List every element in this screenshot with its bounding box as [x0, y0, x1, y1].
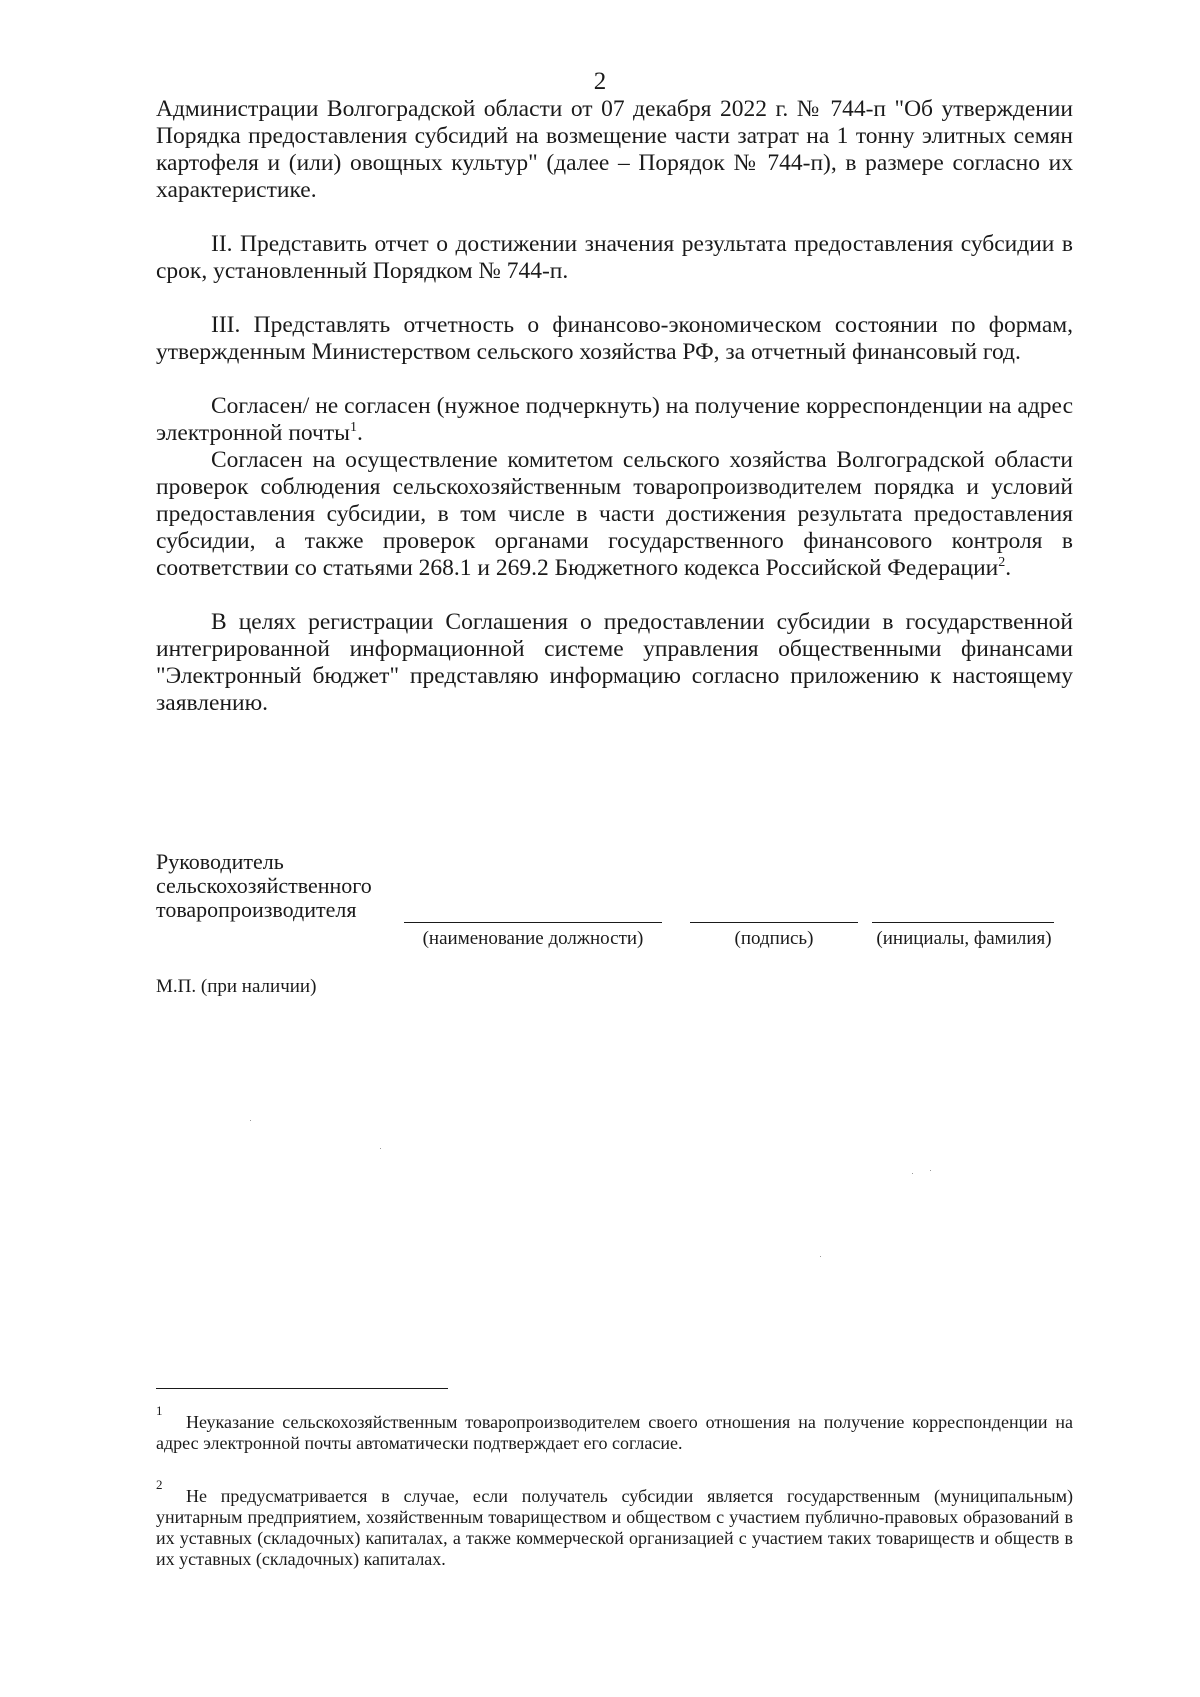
stamp-place: М.П. (при наличии) [156, 976, 317, 997]
signatory-line-3: товаропроизводителя [156, 897, 357, 922]
paragraph-5-end: . [1005, 555, 1012, 581]
scan-speck [930, 1170, 931, 1171]
position-caption: (наименование должности) [422, 928, 644, 949]
footnote-ref-2: 2 [998, 555, 1006, 570]
paragraph-4-text: Согласен/ не согласен (нужное подчеркнуть) на получение корреспонденции на адрес электронной почты [156, 393, 1073, 446]
scan-speck [380, 1148, 381, 1149]
position-line [404, 922, 662, 923]
signatory-line-2: сельскохозяйственного [156, 873, 372, 898]
footnote-ref-1: 1 [349, 420, 357, 435]
paragraph-5 [156, 447, 1073, 582]
paragraph-1: Администрации Волгоградской области от 07 декабря 2022 г. № 744-п "Об утверждении Порядка предоставления субсидий на возмещение части затрат на 1 тонну элитных семян картофеля и (или) овощных культур" (далее – Порядок № 744-п), в размере согласно их характеристике. [156, 96, 1073, 203]
scan-speck [250, 1120, 251, 1121]
footnote-2-text: Не предусматривается в случае, если получатель субсидии является государственным (муниципальным) унитарным предприятием, хозяйственным товариществом и обществом с участием публично-правовых образований в их уставных (складочных) капиталах, а также коммерческой организацией с участием таких товариществ и обществ в их уставных (складочных) капиталах. [156, 1486, 1073, 1569]
footnote-1-text: Неуказание сельскохозяйственным товаропроизводителем своего отношения на получение корреспонденции на адрес электронной почты автоматически подтверждает его согласие. [156, 1412, 1073, 1453]
signature-fields [0, 922, 1200, 962]
footnote-2 [156, 1478, 1073, 1570]
page-number: 2 [593, 68, 607, 95]
signatory-title [156, 850, 372, 922]
paragraph-2: II. Представить отчет о достижении значения результата предоставления субсидии в срок, установленный Порядком № 744-п. [156, 231, 1073, 284]
paragraph-5-text: Согласен на осуществление комитетом сельского хозяйства Волгоградской области проверок соблюдения сельскохозяйственным товаропроизводителем порядка и условий предоставления субсидии, в том числе в части достижения результата предоставления субсидии, а также проверок органами государственного финансового контроля в соответствии со статьями 268.1 и 269.2 Бюджетного кодекса Российской Федерации [156, 447, 1073, 581]
footnote-1-mark: 1 [156, 1403, 163, 1418]
scan-speck [820, 1256, 821, 1257]
footnote-2-mark: 2 [156, 1477, 163, 1492]
paragraph-4-end: . [356, 420, 363, 446]
main-text [156, 96, 1073, 717]
signatory-line-1: Руководитель [156, 849, 284, 874]
name-caption: (инициалы, фамилия) [876, 928, 1052, 949]
paragraph-3: III. Представлять отчетность о финансово-экономическом состоянии по формам, утвержденным Министерством сельского хозяйства РФ, за отчетный финансовый год. [156, 312, 1073, 365]
signature-line [690, 922, 858, 923]
paragraph-4 [156, 393, 1073, 447]
name-line [872, 922, 1054, 923]
signature-caption: (подпись) [734, 928, 814, 949]
footnote-1 [156, 1404, 1073, 1454]
footnote-separator [156, 1388, 448, 1389]
scan-speck [912, 1173, 913, 1174]
paragraph-6: В целях регистрации Соглашения о предоставлении субсидии в государственной интегрированной информационной системе управления общественными финансами "Электронный бюджет" представляю информацию согласно приложению к настоящему заявлению. [156, 609, 1073, 716]
